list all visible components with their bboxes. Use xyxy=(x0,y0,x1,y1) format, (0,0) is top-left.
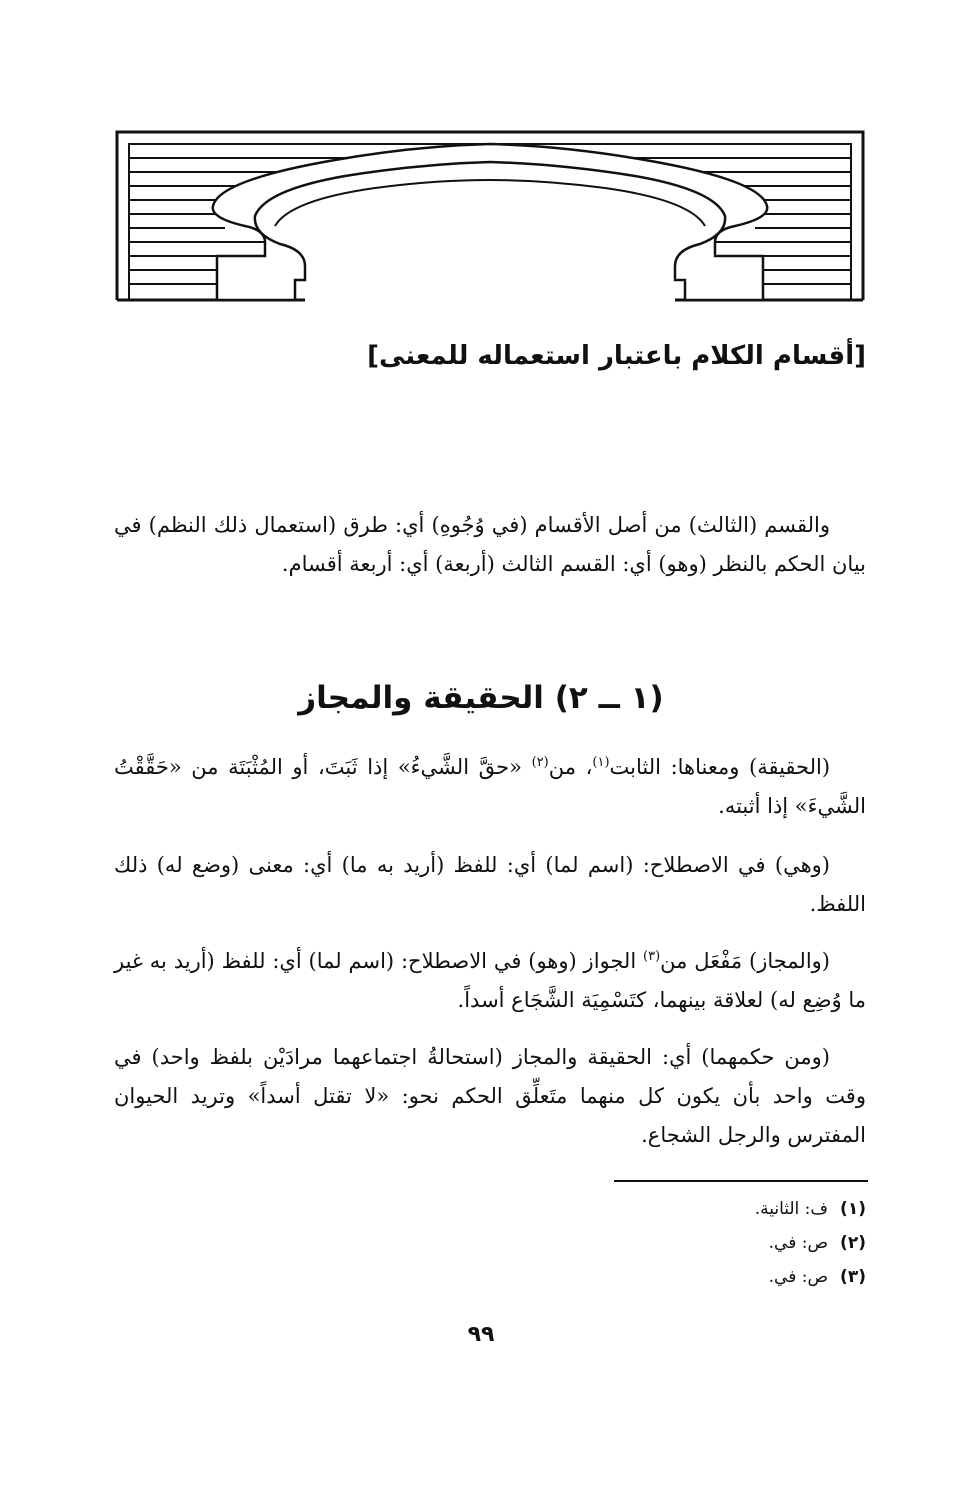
footnote-number: (٢) xyxy=(840,1233,866,1253)
paragraph-text: ، من xyxy=(548,755,593,779)
paragraph-hukm: (ومن حكمهما) أي: الحقيقة والمجاز (استحالةُ اجتماعهما مرادَيْن بلفظ واحد) في وقت واحد بأن يكون كل منهما متَعلِّق الحكم نحو: «لا تقتل أسداً» وتريد الحيوان المفترس والرجل الشجاع. xyxy=(114,1045,866,1147)
paragraph-text: (والمجاز) مَفْعَل من xyxy=(660,949,830,973)
footnote-3 xyxy=(566,1262,866,1292)
footnote-number: (٣) xyxy=(840,1267,866,1287)
footnote-text: ص: في. xyxy=(768,1233,829,1253)
footnote-ref-3[interactable]: (٣) xyxy=(643,949,661,964)
paragraph-haqiqa xyxy=(114,748,866,826)
footnote-2 xyxy=(566,1228,866,1258)
paragraph-text: (الحقيقة) ومعناها: الثابت xyxy=(609,755,831,779)
footnote-text: ف: الثانية. xyxy=(754,1199,829,1219)
paragraph-text: الجواز (وهو) في الاصطلاح: (اسم لما) أي: للفظ (أريد به غير ما وُضِع له) لعلاقة بينهما، كتَسْمِيَة الشَّجَاع أسداً. xyxy=(114,949,866,1012)
footnote-text: ص: في. xyxy=(768,1267,829,1287)
section-title: [أقسام الكلام باعتبار استعماله للمعنى] xyxy=(367,341,866,371)
footnote-divider xyxy=(614,1180,868,1182)
footnote-number: (١) xyxy=(840,1199,866,1219)
footnote-ref-2[interactable]: (٢) xyxy=(531,755,549,770)
footnote-ref-1[interactable]: (١) xyxy=(592,755,610,770)
paragraph-text: «حقَّ الشَّيءُ» إذا ثَبَتَ، أو المُثْبَتَة من «حَقَّقْتُ الشَّيءَ» إذا أثبته. xyxy=(114,755,866,818)
footnote-1 xyxy=(566,1194,866,1224)
paragraph-istilah: (وهي) في الاصطلاح: (اسم لما) أي: للفظ (أريد به ما) أي: معنى (وضع له) ذلك اللفظ. xyxy=(114,853,866,916)
paragraph-majaz xyxy=(114,942,866,1020)
header-ornament xyxy=(115,130,865,302)
page-number: ٩٩ xyxy=(467,1322,495,1347)
subheading: (١ ــ ٢) الحقيقة والمجاز xyxy=(298,680,664,716)
intro-paragraph: والقسم (الثالث) من أصل الأقسام (في وُجُوهِ) أي: طرق (استعمال ذلك النظم) في بيان الحكم بالنظر (وهو) أي: القسم الثالث (أربعة) أي: أربعة أقسام. xyxy=(114,513,866,576)
